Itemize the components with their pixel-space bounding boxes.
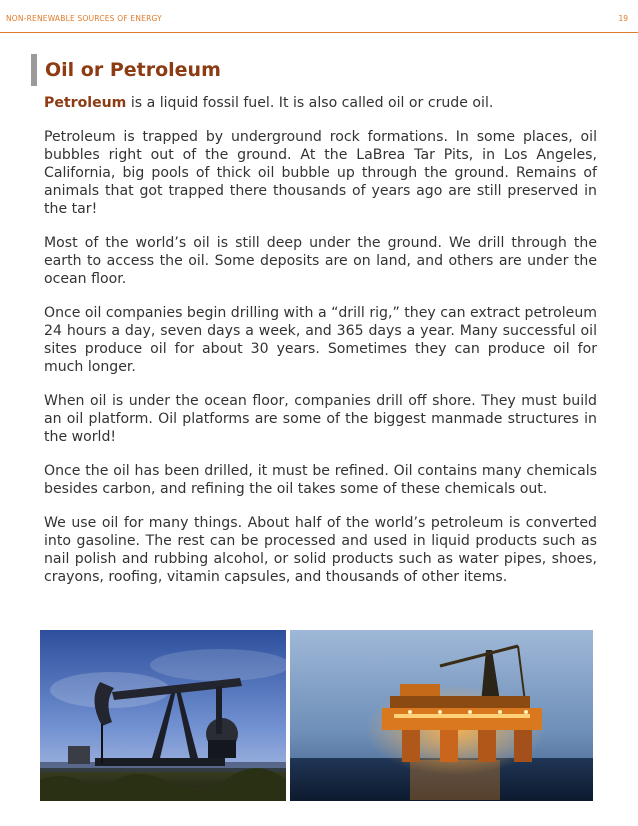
paragraph-4: Once oil companies begin drilling with a “drill rig,” they can extract petroleum 24 hours a day, seven days a week, and 365 days a year. Many successful oil sites produce oil for about 30 years. Sometimes they can produce oil for much longer.: [44, 305, 597, 375]
key-term-petroleum: Petroleum: [44, 95, 127, 111]
pumpjack-illustration: [40, 630, 286, 801]
paragraph-2: Petroleum is trapped by underground rock formations. In some places, oil bubbles right out of the ground. At the LaBrea Tar Pits, in Los Angeles, California, big pools of thick oil bubble up through the ground. Remains of animals that got trapped there thousands of years ago are still preserved in the tar!: [44, 129, 597, 217]
page-number: 19: [618, 14, 628, 23]
pumpjack-photo: [40, 630, 286, 801]
section-heading: [31, 54, 601, 86]
offshore-platform-illustration: [290, 630, 593, 801]
paragraph-6: Once the oil has been drilled, it must be refined. Oil contains many chemicals besides carbon, and refining the oil takes some of these chemicals out.: [44, 463, 597, 497]
running-header: [0, 0, 638, 33]
paragraph-7: We use oil for many things. About half of the world’s petroleum is converted into gasoline. The rest can be processed and used in liquid products such as nail polish and rubbing alcohol, or solid products such as water pipes, shoes, crayons, roofing, vitamin capsules, and thousands of other items.: [44, 515, 597, 585]
running-title: NON-RENEWABLE SOURCES OF ENERGY: [6, 14, 162, 23]
paragraph-1-text: is a liquid fossil fuel. It is also called oil or crude oil.: [126, 95, 494, 111]
body-text: [44, 94, 597, 602]
paragraph-1: [44, 94, 597, 112]
section-title: Oil or Petroleum: [45, 59, 221, 81]
paragraph-3: Most of the world’s oil is still deep under the ground. We drill through the earth to access the oil. Some deposits are on land, and others are under the ocean floor.: [44, 235, 597, 287]
offshore-platform-photo: [290, 630, 593, 801]
paragraph-5: When oil is under the ocean floor, companies drill off shore. They must build an oil platform. Oil platforms are some of the biggest manmade structures in the world!: [44, 393, 597, 445]
